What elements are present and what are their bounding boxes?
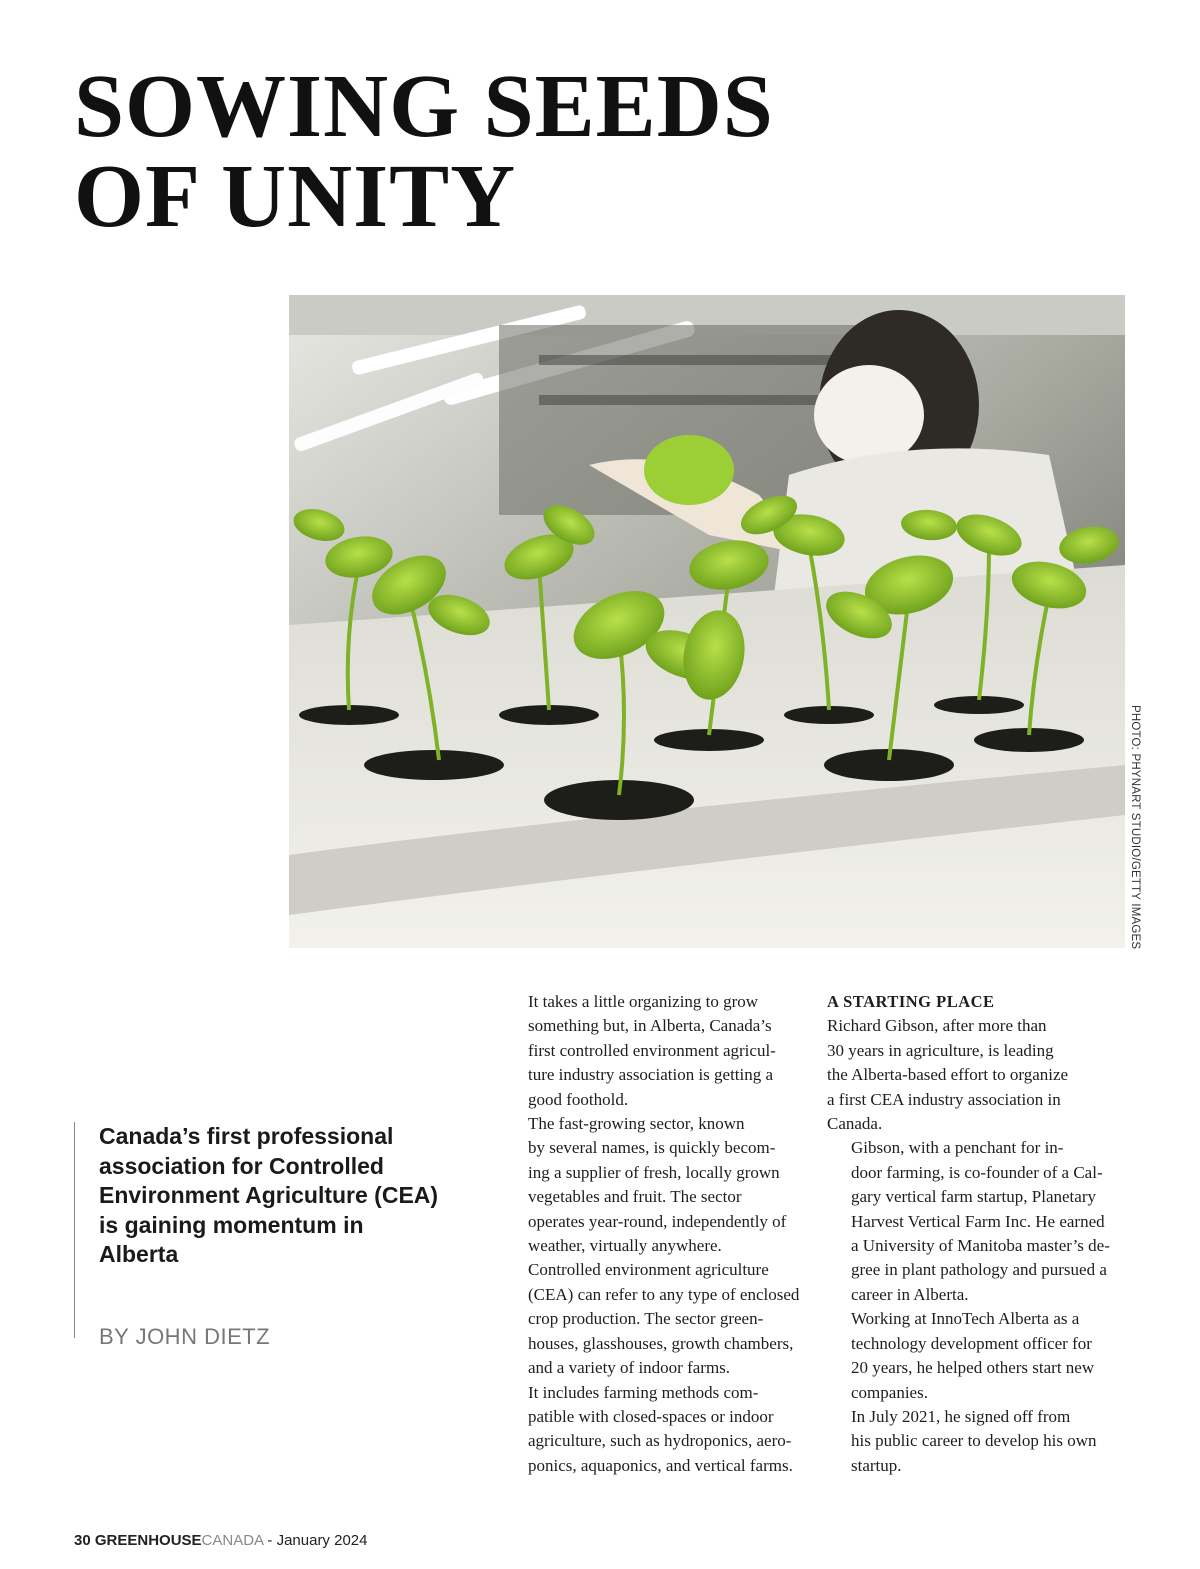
body-line: gree in plant pathology and pursued a: [851, 1260, 1107, 1280]
body-line: houses, glasshouses, growth chambers,: [528, 1333, 794, 1353]
issue-date: - January 2024: [267, 1532, 368, 1549]
body-line: It takes a little organizing to grow: [528, 992, 759, 1011]
body-line: first controlled environment agricul-: [528, 1040, 776, 1060]
body-paragraph: [504, 1258, 806, 1380]
body-line: Working at InnoTech Alberta as a: [851, 1309, 1080, 1329]
body-line: 20 years, he helped others start new: [851, 1358, 1095, 1378]
body-line: something but, in Alberta, Canada’s: [528, 1016, 772, 1036]
body-paragraph: [827, 1405, 1129, 1478]
body-line: startup.: [851, 1455, 902, 1475]
title-line-1: SOWING SEEDS: [74, 57, 774, 156]
body-line: Controlled environment agriculture: [528, 1260, 769, 1280]
body-paragraph: [504, 990, 806, 1112]
body-column-2: [827, 990, 1129, 1478]
body-line: a University of Manitoba master’s de-: [851, 1236, 1110, 1256]
body-line: 30 years in agriculture, is leading: [827, 1040, 1054, 1060]
body-line: career in Alberta.: [851, 1284, 969, 1304]
hero-photo: [289, 295, 1125, 948]
body-line: Gibson, with a penchant for in-: [851, 1138, 1064, 1158]
deck-text: Canada’s first professional association for Controlled Environment Agriculture (CEA) is gaining momentum in Alberta: [99, 1123, 439, 1267]
body-paragraph: [827, 1136, 1129, 1307]
body-line: by several names, is quickly becom-: [528, 1138, 776, 1158]
body-line: In July 2021, he signed off from: [851, 1406, 1071, 1426]
body-line: his public career to develop his own: [851, 1431, 1097, 1451]
body-line: Richard Gibson, after more than: [827, 1016, 1047, 1036]
body-line: technology development officer for: [851, 1333, 1092, 1353]
magazine-name: GREENHOUSE: [94, 1532, 202, 1549]
body-column-1: [504, 990, 806, 1478]
magazine-suffix: CANADA: [201, 1532, 264, 1549]
body-line: Canada.: [827, 1114, 883, 1134]
body-paragraph: [827, 1014, 1129, 1136]
page-footer: [74, 1532, 367, 1549]
article-deck: [74, 1122, 439, 1349]
body-line: Harvest Vertical Farm Inc. He earned: [851, 1211, 1105, 1231]
body-line: and a variety of indoor farms.: [528, 1358, 731, 1378]
byline: BY JOHN DIETZ: [99, 1323, 271, 1349]
body-line: ponics, aquaponics, and vertical farms.: [528, 1455, 793, 1475]
body-line: a first CEA industry association in: [827, 1089, 1061, 1109]
article-title: [74, 57, 774, 246]
body-line: operates year-round, independently of: [528, 1211, 787, 1231]
body-paragraph: [504, 1112, 806, 1258]
body-line: ture industry association is getting a: [528, 1065, 774, 1085]
body-line: door farming, is co-founder of a Cal-: [851, 1162, 1103, 1182]
body-line: vegetables and fruit. The sector: [528, 1187, 742, 1207]
page-number: 30: [74, 1532, 91, 1549]
body-line: agriculture, such as hydroponics, aero-: [528, 1431, 792, 1451]
subhead: A STARTING PLACE: [827, 992, 995, 1011]
body-line: companies.: [851, 1382, 928, 1402]
photo-credit: PHOTO: PHYNART STUDIO/GETTY IMAGES: [1129, 705, 1141, 950]
body-line: good foothold.: [528, 1089, 629, 1109]
body-line: gary vertical farm startup, Planetary: [851, 1187, 1096, 1207]
body-line: the Alberta-based effort to organize: [827, 1065, 1069, 1085]
title-line-2: OF UNITY: [74, 147, 517, 246]
body-paragraph: [504, 1381, 806, 1479]
body-line: (CEA) can refer to any type of enclosed: [528, 1284, 800, 1304]
body-line: It includes farming methods com-: [528, 1382, 759, 1402]
body-line: ing a supplier of fresh, locally grown: [528, 1162, 780, 1182]
body-line: The fast-growing sector, known: [528, 1114, 745, 1134]
body-paragraph: [827, 1307, 1129, 1405]
body-line: crop production. The sector green-: [528, 1309, 764, 1329]
body-line: weather, virtually anywhere.: [528, 1236, 722, 1256]
body-line: patible with closed-spaces or indoor: [528, 1406, 774, 1426]
